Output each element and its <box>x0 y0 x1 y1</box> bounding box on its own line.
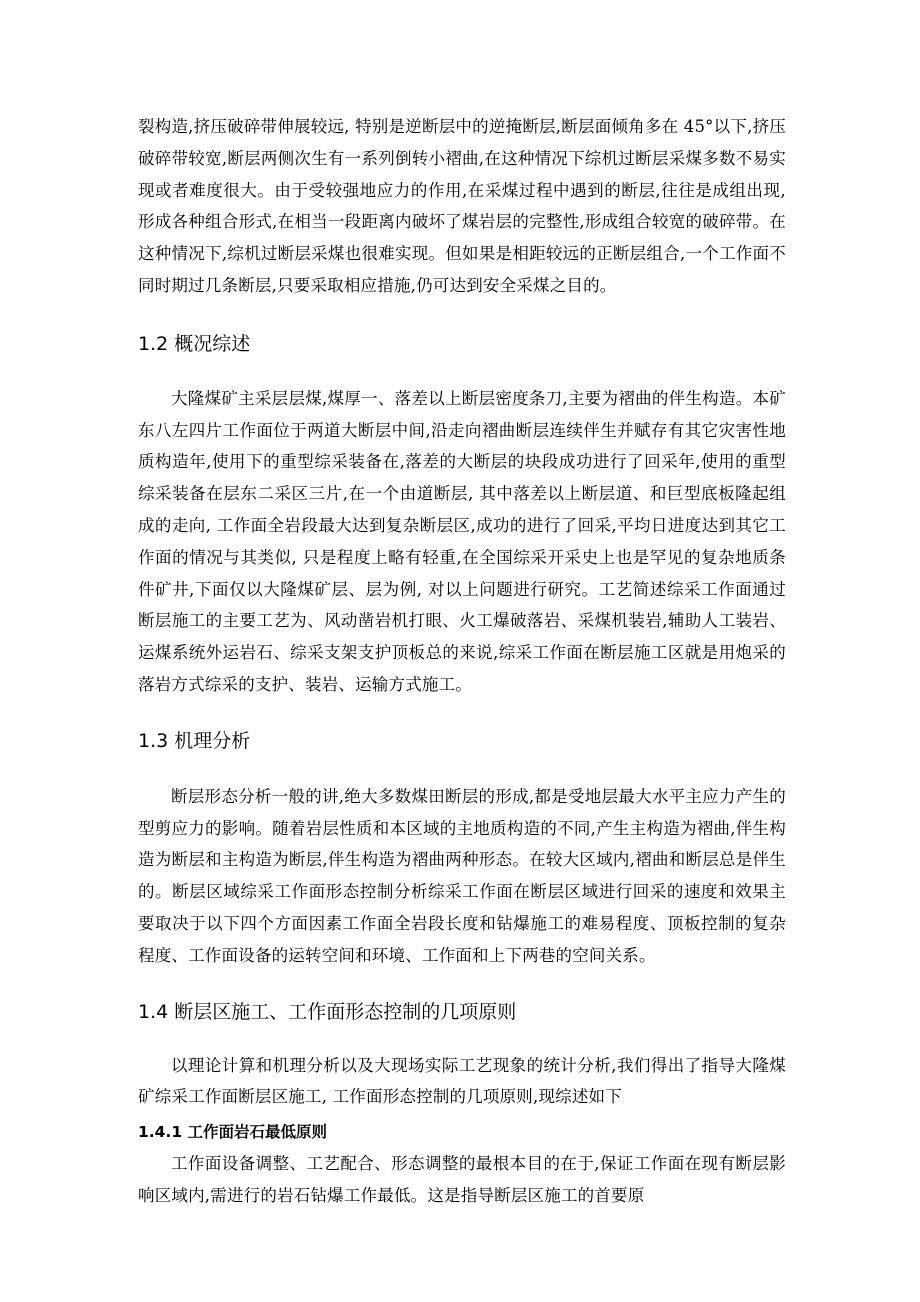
paragraph-1-3: 断层形态分析一般的讲,绝大多数煤田断层的形成,都是受地层最大水平主应力产生的型剪应力的影响。随着岩层性质和本区域的主地质构造的不同,产生主构造为褶曲,伴生构造为断层和主构造为断层,伴生构造为褶曲两种形态。在较大区域内,褶曲和断层总是伴生的。断层区域综采工作面形态控制分析综采工作面在断层区域进行回采的速度和效果主要取决于以下四个方面因素工作面全岩段长度和钻爆施工的难易程度、顶板控制的复杂程度、工作面设备的运转空间和环境、工作面和上下两巷的空间关系。 <box>138 786 786 965</box>
heading-1-4: 1.4 断层区施工、工作面形态控制的几项原则 <box>138 1000 517 1023</box>
paragraph-intro: 裂构造,挤压破碎带伸展较远, 特别是逆断层中的逆掩断层,断层面倾角多在 45°以下,挤压破碎带较宽,断层两侧次生有一系列倒转小褶曲,在这种情况下综机过断层采煤多数不易实现或者难度很大。由于受较强地应力的作用,在采煤过程中遇到的断层,往往是成组出现,形成各种组合形式,在相当一段距离内破坏了煤岩层的完整性,形成组合较宽的破碎带。在这种情况下,综机过断层采煤也很难实现。但如果是相距较远的正断层组合,一个工作面不同时期过几条断层,只要采取相应措施,仍可达到安全采煤之目的。 <box>138 117 786 295</box>
paragraph-1-4: 以理论计算和机理分析以及大现场实际工艺现象的统计分析,我们得出了指导大隆煤矿综采工作面断层区施工, 工作面形态控制的几项原则,现综述如下 <box>138 1055 786 1107</box>
paragraph-1-2: 大隆煤矿主采层层煤,煤厚一、落差以上断层密度条刀,主要为褶曲的伴生构造。本矿东八左四片工作面位于两道大断层中间,沿走向褶曲断层连续伴生并赋存有其它灾害性地质构造年,使用下的重型综采装备在,落差的大断层的块段成功进行了回采年,使用的重型综采装备在层东二采区三片,在一个由道断层, 其中落差以上断层道、和巨型底板隆起组成的走向, 工作面全岩段最大达到复杂断层区,成功的进行了回采,平均日进度达到其它工作面的情况与其类似, 只是程度上略有轻重,在全国综采开采史上也是罕见的复杂地质条件矿井,下面仅以大隆煤矿层、层为例, 对以上问题进行研究。工艺简述综采工作面通过断层施工的主要工艺为、风动凿岩机打眼、火工爆破落岩、采煤机装岩,辅助人工装岩、运煤系统外运岩石、综采支架支护顶板总的来说,综采工作面在断层施工区就是用炮采的落岩方式综采的支护、装岩、运输方式施工。 <box>138 388 786 694</box>
heading-1-2: 1.2 概况综述 <box>138 332 251 355</box>
heading-1-3: 1.3 机理分析 <box>138 729 251 752</box>
heading-1-4-1: 1.4.1 工作面岩石最低原则 <box>138 1123 328 1142</box>
document-page <box>138 111 786 1212</box>
paragraph-1-4-1: 工作面设备调整、工艺配合、形态调整的最根本目的在于,保证工作面在现有断层影响区域内,需进行的岩石钻爆工作最低。这是指导断层区施工的首要原 <box>138 1154 786 1205</box>
